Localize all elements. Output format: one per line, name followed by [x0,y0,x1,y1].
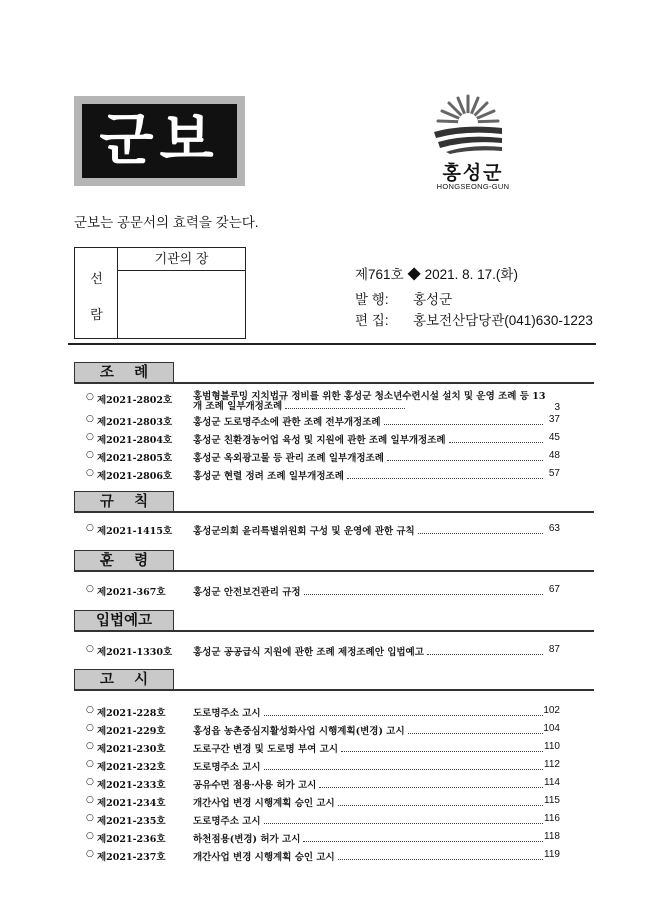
entry-number: 제2021-2802호 [97,395,173,406]
section-header-rules [74,491,174,512]
dot-leader [303,831,543,842]
bullet-circle-icon: ○ [86,432,94,442]
circulation-label-top: 선 [90,271,103,286]
entry-title: 홍성군 현렬 정려 조례 일부개정조례 [193,471,344,482]
dot-leader [341,741,543,752]
section-rule [74,630,594,632]
entry-title-wrap [193,468,546,482]
bullet-circle-icon: ○ [86,584,94,594]
circulation-label-bottom: 람 [90,307,103,322]
entry-title: 홍성군 공공급식 지원에 관한 조례 제정조례안 입법예고 [193,647,424,658]
bullet-circle-icon: ○ [86,831,94,841]
section-rule [74,570,594,572]
entry-title: 도로명주소 고시 [193,816,261,827]
entry-page: 104 [543,723,560,734]
entry-number: 제2021-2806호 [97,471,173,482]
entry-number: 제2021-237호 [97,852,166,863]
bullet-circle-icon: ○ [86,741,94,751]
entry-title: 도로구간 변경 및 도로명 부여 고시 [193,744,339,755]
entry-page: 110 [544,741,560,752]
entry-number: 제2021-2803호 [97,417,173,428]
dot-leader [264,813,543,824]
section-rule [74,511,594,513]
section-title: 입법예고 [95,613,153,629]
editor-line [355,309,593,329]
section-header-legislative-notice [74,610,174,631]
section-title: 고 시 [99,672,149,688]
dot-leader [264,759,543,770]
circulation-header: 기관의 장 [118,248,245,271]
entry-number: 제2021-235호 [97,816,166,827]
circulation-label-column [75,248,118,338]
entry-page: 119 [544,849,560,860]
entry-number: 제2021-1415호 [97,526,173,537]
bullet-circle-icon: ○ [86,795,94,805]
org-name: 홍성군 [442,162,504,184]
entry-title: 공유수면 점용·사용 허가 고시 [193,780,317,791]
dot-leader [347,468,543,479]
entry-title-wrap [193,723,546,737]
circulation-box [74,247,246,339]
gazette-title: 군보 [99,108,220,173]
section-header-notices [74,669,174,690]
dot-leader [427,644,543,655]
bullet-circle-icon: ○ [86,644,94,654]
editor-label: 편 집: [355,313,389,328]
entry-title-wrap [193,644,546,658]
entry-title: 홍성군의회 윤리특별위원회 구성 및 운영에 관한 규칙 [193,526,415,537]
entry-title: 개간사업 변경 시행계획 승인 고시 [193,798,335,809]
section-header-directives [74,550,174,571]
entry-number: 제2021-234호 [97,798,166,809]
dot-leader [304,584,543,595]
org-english-name: HONGSEONG-GUN [436,182,510,191]
dot-leader [319,777,543,788]
entry-title: 홍성군 옥외광고물 등 관리 조례 일부개정조례 [193,453,384,464]
entry-title-wrap [193,777,546,791]
entry-number: 제2021-2805호 [97,453,173,464]
entry-title: 홍성군 안전보건관리 규정 [193,587,301,598]
section-rule [74,689,594,691]
bullet-circle-icon: ○ [86,813,94,823]
gazette-title-panel [82,104,237,178]
publisher-label: 발 행: [355,292,389,307]
dot-leader [264,705,543,716]
entry-title-wrap [193,813,546,827]
issue-number-date: 제761호 ◆ 2021. 8. 17.(화) [355,267,518,282]
entry-number: 제2021-1330호 [97,647,173,658]
dot-leader [338,849,543,860]
bullet-circle-icon: ○ [86,777,94,787]
bullet-circle-icon: ○ [86,392,94,402]
entry-title: 홍성읍 농촌중심지활성화사업 시행계획(변경) 고시 [193,726,405,737]
entry-title-wrap [193,392,546,412]
entry-page: 37 [548,414,560,425]
bullet-circle-icon: ○ [86,450,94,460]
entry-title-wrap [193,759,546,773]
entry-number: 제2021-228호 [97,708,166,719]
entry-title-wrap [193,432,546,446]
dot-leader [418,523,543,534]
entry-page: 87 [548,644,560,655]
entry-page: 118 [544,831,560,842]
entry-page: 48 [548,450,560,461]
bullet-circle-icon: ○ [86,468,94,478]
entry-number: 제2021-232호 [97,762,166,773]
entry-number: 제2021-230호 [97,744,166,755]
entry-title: 개간사업 변경 시행계획 승인 고시 [193,852,335,863]
dot-leader [338,795,543,806]
entry-page: 114 [544,777,560,788]
bullet-circle-icon: ○ [86,759,94,769]
entry-page: 57 [548,468,560,479]
entry-number: 제2021-367호 [97,587,166,598]
entry-title: 도로명주소 고시 [193,762,261,773]
entry-title: 홍성군 친환경농어업 육성 및 지원에 관한 조례 일부개정조례 [193,435,446,446]
entry-title-wrap [193,523,546,537]
bullet-circle-icon: ○ [86,705,94,715]
entry-page: 112 [544,759,560,770]
entry-page: 116 [544,813,560,824]
entry-title-wrap [193,414,546,428]
entry-page: 115 [544,795,560,806]
dot-leader [285,408,405,409]
section-title: 조 례 [99,365,149,381]
section-rule [74,382,594,384]
entry-page: 67 [548,584,560,595]
entry-page: 63 [548,523,560,534]
bullet-circle-icon: ○ [86,523,94,533]
entry-title-wrap [193,450,546,464]
dot-leader [408,723,543,734]
section-header-ordinances [74,362,174,383]
header-divider [68,343,596,345]
dot-leader [384,414,543,425]
section-title: 규 칙 [99,494,149,510]
entry-title-wrap [193,705,546,719]
publisher-value: 홍성군 [413,292,453,307]
entry-title: 하천점용(변경) 허가 고시 [193,834,301,845]
entry-title-wrap [193,831,546,845]
entry-title-wrap [193,741,546,755]
entry-title-wrap [193,849,546,863]
entry-page: 45 [548,432,560,443]
entry-number: 제2021-233호 [97,780,166,791]
section-title: 훈 령 [99,553,149,569]
entry-number: 제2021-229호 [97,726,166,737]
dot-leader [449,432,543,443]
entry-number: 제2021-2804호 [97,435,173,446]
tagline: 군보는 공문서의 효력을 갖는다. [74,215,259,230]
dot-leader [387,450,543,461]
entry-page: 102 [543,705,560,716]
hongseong-logo-icon [432,92,504,154]
entry-title-wrap [193,795,546,809]
entry-title: 도로명주소 고시 [193,708,261,719]
publisher-line [355,288,452,308]
editor-value: 홍보전산담당관(041)630-1223 [413,313,593,328]
bullet-circle-icon: ○ [86,723,94,733]
entry-title: 홍성군 도로명주소에 관한 조례 전부개정조례 [193,417,381,428]
entry-title: 홍범형블루밍 지치법규 정비를 위한 홍성군 청소년수련시설 설치 및 운영 조례 등 13개 조례 일부개정조례 [193,391,546,412]
entry-page: 3 [554,402,560,413]
entry-title-wrap [193,584,546,598]
bullet-circle-icon: ○ [86,849,94,859]
entry-number: 제2021-236호 [97,834,166,845]
bullet-circle-icon: ○ [86,414,94,424]
gazette-title-block [74,96,245,186]
